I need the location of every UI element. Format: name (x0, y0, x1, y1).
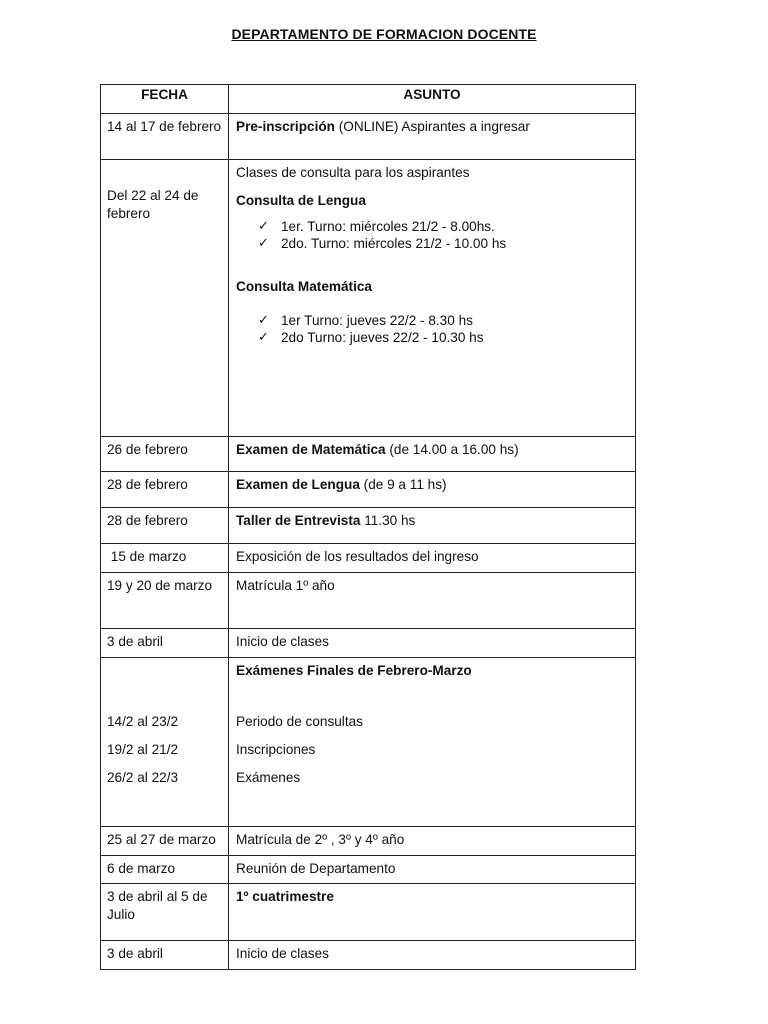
table-row (101, 941, 636, 970)
table-row (101, 658, 636, 827)
table-row (101, 114, 636, 160)
turno-text: 1er. Turno: miércoles 21/2 - 8.00hs. (281, 219, 495, 234)
asunto-cell (229, 573, 636, 629)
check-icon: ✓ (258, 330, 269, 345)
fecha-cell (101, 941, 229, 970)
asunto-text: Exposición de los resultados del ingreso (236, 549, 479, 564)
fecha-text: Del 22 al 24 de febrero (107, 188, 199, 221)
document-title: DEPARTAMENTO DE FORMACION DOCENTE (231, 26, 537, 42)
asunto-text: 11.30 hs (360, 513, 416, 528)
asunto-text: (de 14.00 a 16.00 hs) (385, 442, 519, 457)
asunto-text: Exámenes (236, 770, 301, 785)
fecha-cell (101, 472, 229, 508)
list-item (258, 235, 629, 252)
fecha-text: 19/2 al 21/2 (107, 742, 179, 757)
fecha-cell (101, 437, 229, 472)
list-item (258, 312, 629, 329)
asunto-bold: Examen de Matemática (236, 442, 386, 457)
asunto-bold: Pre-inscripción (236, 119, 335, 134)
asunto-cell (229, 658, 636, 827)
fecha-text: 14/2 al 23/2 (107, 714, 179, 729)
turno-text: 2do. Turno: miércoles 21/2 - 10.00 hs (281, 236, 507, 251)
asunto-bold: Examen de Lengua (236, 477, 360, 492)
fecha-cell (101, 544, 229, 573)
table-row (101, 544, 636, 573)
table-row (101, 160, 636, 437)
asunto-text: (ONLINE) Aspirantes a ingresar (334, 119, 530, 134)
fecha-text: 3 de abril (107, 946, 163, 961)
list-item (258, 218, 629, 235)
fecha-cell (101, 114, 229, 160)
fecha-cell (101, 508, 229, 544)
header-fecha-label: FECHA (141, 87, 188, 102)
header-asunto-label: ASUNTO (403, 87, 461, 102)
fecha-text: 19 y 20 de marzo (107, 578, 213, 593)
table-header-row (101, 85, 636, 114)
table-row (101, 573, 636, 629)
fecha-text: 3 de abril (107, 634, 163, 649)
asunto-bold: Taller de Entrevista (236, 513, 361, 528)
consulta-lengua-title: Consulta de Lengua (236, 193, 366, 208)
asunto-cell (229, 884, 636, 941)
asunto-bold: 1º cuatrimestre (236, 889, 334, 904)
asunto-cell (229, 114, 636, 160)
asunto-text: Matrícula de 2º , 3º y 4º año (236, 832, 405, 847)
fecha-cell (101, 884, 229, 941)
fecha-text: 26 de febrero (107, 442, 188, 457)
asunto-text: Inicio de clases (236, 946, 329, 961)
asunto-cell (229, 508, 636, 544)
fecha-cell (101, 827, 229, 856)
asunto-cell (229, 544, 636, 573)
asunto-cell (229, 437, 636, 472)
fecha-cell (101, 856, 229, 884)
fecha-text: 15 de marzo (107, 549, 187, 564)
table-row (101, 827, 636, 856)
asunto-cell (229, 160, 636, 437)
asunto-cell (229, 856, 636, 884)
table-row (101, 856, 636, 884)
fecha-text: 26/2 al 22/3 (107, 770, 179, 785)
fecha-cell (101, 658, 229, 827)
table-row (101, 437, 636, 472)
fecha-cell (101, 573, 229, 629)
examenes-finales-title: Exámenes Finales de Febrero-Marzo (236, 663, 472, 678)
matematica-turnos-list (258, 312, 629, 346)
fecha-text: 6 de marzo (107, 861, 176, 876)
list-item (258, 329, 629, 346)
table-row (101, 884, 636, 941)
fecha-text: 28 de febrero (107, 477, 188, 492)
asunto-text: Periodo de consultas (236, 714, 363, 729)
consulta-intro: Clases de consulta para los aspirantes (236, 165, 470, 180)
fecha-text: 3 de abril al 5 de Julio (107, 889, 208, 922)
turno-text: 1er Turno: jueves 22/2 - 8.30 hs (281, 313, 473, 328)
table-row (101, 629, 636, 658)
asunto-text: Reunión de Departamento (236, 861, 396, 876)
asunto-cell (229, 827, 636, 856)
check-icon: ✓ (258, 219, 269, 234)
asunto-text: Inscripciones (236, 742, 316, 757)
header-fecha (101, 85, 229, 114)
asunto-text: Inicio de clases (236, 634, 329, 649)
asunto-cell (229, 629, 636, 658)
fecha-text: 25 al 27 de marzo (107, 832, 216, 847)
asunto-cell (229, 472, 636, 508)
lengua-turnos-list (258, 218, 629, 252)
check-icon: ✓ (258, 313, 269, 328)
table-row (101, 508, 636, 544)
asunto-text: (de 9 a 11 hs) (359, 477, 447, 492)
fecha-cell (101, 160, 229, 437)
header-asunto (229, 85, 636, 114)
asunto-text: Matrícula 1º año (236, 578, 335, 593)
fecha-text: 28 de febrero (107, 513, 188, 528)
fecha-cell (101, 629, 229, 658)
consulta-matematica-title: Consulta Matemática (236, 279, 372, 294)
schedule-table (100, 84, 636, 970)
table-row (101, 472, 636, 508)
fecha-text: 14 al 17 de febrero (107, 119, 222, 134)
asunto-cell (229, 941, 636, 970)
turno-text: 2do Turno: jueves 22/2 - 10.30 hs (281, 330, 484, 345)
check-icon: ✓ (258, 236, 269, 251)
